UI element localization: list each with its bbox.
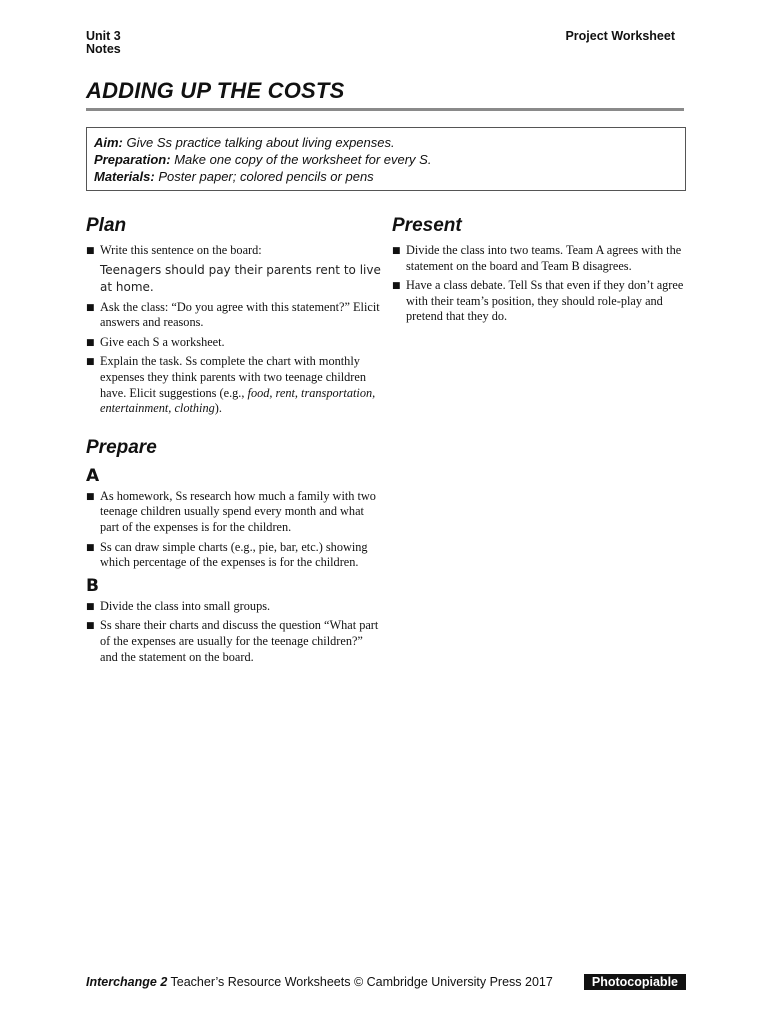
materials-label: Materials: [94,169,155,184]
square-bullet-icon: ■ [86,337,95,348]
plan-item-text: Give each S a worksheet. [100,334,225,349]
plan-item-examples: food, rent, transportation, entertainment, clothing [100,385,376,416]
present-heading: Present [392,215,462,236]
unit-number: Unit 3 [86,29,121,43]
unit-label [86,30,121,56]
plan-item-end: ). [214,401,222,416]
title-rule [86,108,684,111]
plan-heading: Plan [86,215,127,236]
list-item [86,599,382,615]
present-list [392,243,684,325]
footer-copyright: Teacher’s Resource Worksheets © Cambridge University Press 2017 [170,975,553,989]
list-item [86,540,382,571]
prepare-heading: Prepare [86,436,157,458]
materials-text: Poster paper; colored pencils or pens [158,169,374,184]
left-column [86,213,382,669]
square-bullet-icon: ■ [86,357,95,368]
prepare-b-list [86,599,382,665]
plan-item-text: Explain the task. Ss complete the chart with monthly expenses they think parents with two teenage children have. Elicit suggestions (e.g., [100,354,367,400]
list-item [86,354,382,416]
square-bullet-icon: ■ [86,302,95,313]
plan-list [86,243,382,417]
prepare-a-label: A [86,465,100,486]
notes-label: Notes [86,42,121,56]
aim-line [94,134,678,151]
aim-label: Aim: [94,135,123,150]
present-item-text: Have a class debate. Tell Ss that even if they don’t agree with their team’s position, they should role-play and pretend that they do. [406,278,684,324]
square-bullet-icon: ■ [86,621,95,632]
square-bullet-icon: ■ [86,542,95,553]
aim-box [86,127,686,191]
plan-item-text: Ask the class: “Do you agree with this statement?” Elicit answers and reasons. [100,299,380,330]
prepare-item-text: Divide the class into small groups. [100,598,271,613]
aim-text: Give Ss practice talking about living expenses. [126,135,395,150]
list-item [86,300,382,331]
prepare-a-list [86,489,382,571]
list-item [392,278,684,325]
photocopiable-badge: Photocopiable [584,974,686,990]
footer-brand: Interchange 2 [86,975,168,989]
prepare-item-text: Ss can draw simple charts (e.g., pie, bar, etc.) showing which percentage of the expenses is for the children. [100,539,368,570]
plan-item-text: Write this sentence on the board: [100,243,262,257]
list-item [86,618,382,665]
list-item [86,335,382,351]
list-item [86,243,382,296]
list-item [392,243,684,274]
prepare-b-label: B [86,575,99,596]
square-bullet-icon: ■ [86,601,95,612]
project-worksheet-label: Project Worksheet [565,29,675,43]
right-column [392,213,684,329]
board-sentence: Teenagers should pay their parents rent to live at home. [100,262,381,294]
page-title: ADDING UP THE COSTS [86,78,345,103]
prepare-item-text: Ss share their charts and discuss the question “What part of the expenses are usually for the teenage children?” and the statement on the board. [100,618,379,664]
square-bullet-icon: ■ [86,491,95,502]
square-bullet-icon: ■ [392,281,401,292]
preparation-label: Preparation: [94,152,171,167]
prepare-item-text: As homework, Ss research how much a family with two teenage children usually spend every month and what part of the expenses is for the children. [100,488,376,534]
preparation-text: Make one copy of the worksheet for every S. [174,152,432,167]
present-item-text: Divide the class into two teams. Team A agrees with the statement on the board and Team B disagrees. [406,243,682,273]
square-bullet-icon: ■ [392,246,401,256]
square-bullet-icon: ■ [86,246,95,256]
list-item [86,489,382,536]
materials-line [94,168,678,185]
page-footer [86,974,686,990]
preparation-line [94,151,678,168]
